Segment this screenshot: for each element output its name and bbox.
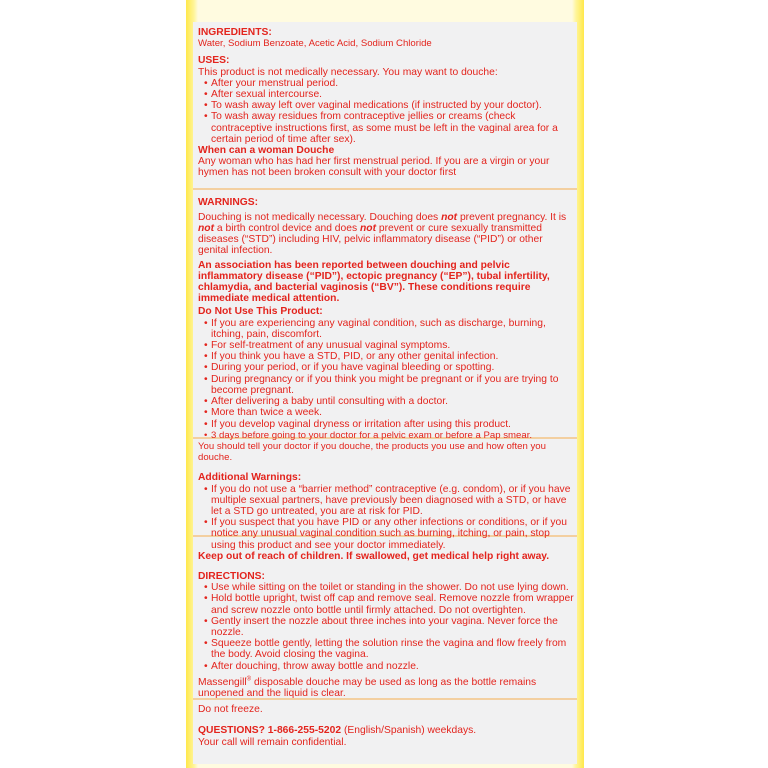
additional-warnings-section bbox=[198, 472, 574, 562]
questions-heading: QUESTIONS? 1-866-255-5202 bbox=[198, 725, 342, 737]
list-item: • To wash away residues from contraceptive jellies or creams (check contraceptive instructions first, as some must be left in the vaginal area for a certain period of time after sex). bbox=[204, 111, 574, 145]
directions-section bbox=[198, 571, 574, 715]
list-item: • Use while sitting on the toilet or standing in the shower. Do not use lying down. bbox=[204, 582, 574, 593]
directions-list bbox=[198, 582, 574, 672]
tell-doctor-text: You should tell your doctor if you douche, the products you use and how often you douche. bbox=[198, 440, 546, 464]
list-item: • After delivering a baby until consulting with a doctor. bbox=[204, 396, 574, 407]
questions-section bbox=[198, 725, 574, 747]
list-item: • Hold bottle upright, twist off cap and remove seal. Remove nozzle from wrapper and screw nozzle onto bottle until firmly attached. Do not overtighten. bbox=[204, 593, 574, 615]
list-item: • If you think you have a STD, PID, or any other genital infection. bbox=[204, 351, 574, 362]
emphasis-not: not bbox=[441, 211, 458, 223]
uses-intro: This product is not medically necessary. You may want to douche: bbox=[198, 66, 498, 78]
freeze-text: Do not freeze. bbox=[198, 704, 263, 716]
do-not-use-list bbox=[198, 318, 574, 441]
label-content bbox=[198, 27, 574, 748]
text-run: disposable douche may be used as long as the bottle remains unopened and the liquid is clear. bbox=[198, 676, 537, 699]
disposable-text bbox=[198, 677, 574, 699]
directions-heading: DIRECTIONS: bbox=[198, 570, 265, 582]
warnings-paragraph bbox=[198, 212, 574, 257]
list-item: • Squeeze bottle gently, letting the solution rinse the vagina and flow freely from the body. Avoid closing the vagina. bbox=[204, 638, 574, 660]
do-not-use-heading: Do Not Use This Product: bbox=[198, 306, 323, 318]
list-item: • If you develop vaginal dryness or irritation after using this product. bbox=[204, 419, 574, 430]
list-item: • After douching, throw away bottle and nozzle. bbox=[204, 661, 574, 672]
keep-out-warning: Keep out of reach of children. If swallowed, get medical help right away. bbox=[198, 550, 550, 562]
list-item: • 3 days before going to your doctor for a pelvic exam or before a Pap smear. bbox=[204, 430, 574, 441]
list-item: • Gently insert the nozzle about three inches into your vagina. Never force the nozzle. bbox=[204, 616, 574, 638]
questions-hours: (English/Spanish) weekdays. bbox=[341, 725, 477, 737]
when-heading: When can a woman Douche bbox=[198, 145, 335, 157]
uses-section bbox=[198, 55, 574, 178]
list-item: • During your period, or if you have vaginal bleeding or spotting. bbox=[204, 362, 574, 373]
text-run: a birth control device and does bbox=[214, 223, 360, 235]
uses-heading: USES: bbox=[198, 55, 230, 67]
text-run: prevent pregnancy. It is bbox=[457, 211, 567, 223]
additional-warnings-heading: Additional Warnings: bbox=[198, 472, 302, 484]
list-item: • After sexual intercourse. bbox=[204, 89, 574, 100]
list-item: • For self-treatment of any unusual vaginal symptoms. bbox=[204, 340, 574, 351]
ingredients-text: Water, Sodium Benzoate, Acetic Acid, Sodium Chloride bbox=[198, 38, 432, 50]
warnings-heading: WARNINGS: bbox=[198, 196, 259, 208]
registered-mark: ® bbox=[246, 676, 252, 683]
brand-name: Massengill bbox=[198, 676, 247, 688]
warnings-section bbox=[198, 197, 574, 464]
association-warning: An association has been reported between douching and pelvic inflammatory disease (“PID”), ectopic pregnancy (“EP”), tubal infertility, chlamydia, and bacterial vaginosis (“BV”). These conditions require immediate medical attention. bbox=[198, 259, 550, 305]
list-item: • More than twice a week. bbox=[204, 407, 574, 418]
text-run: prevent or cure sexually transmitted diseases (“STD”) including HIV, pelvic inflammatory disease (“PID”) or other genital infection. bbox=[198, 223, 543, 257]
list-item: • If you suspect that you have PID or any other infections or conditions, or if you notice any unusual vaginal condition such as burning, itching, or pain, stop using this product and see your doctor immediately. bbox=[204, 517, 574, 551]
emphasis-not: not bbox=[359, 223, 376, 235]
list-item: • To wash away left over vaginal medications (if instructed by your doctor). bbox=[204, 100, 574, 111]
when-text: Any woman who has had her first menstrual period. If you are a virgin or your hymen has not been broken consult with your doctor first bbox=[198, 156, 550, 179]
list-item: • If you do not use a “barrier method” contraceptive (e.g. condom), or if you have multiple sexual partners, have previously been diagnosed with a STD, or have let a STD go untreated, you are at risk for PID. bbox=[204, 484, 574, 518]
emphasis-not: not bbox=[198, 223, 215, 235]
uses-list bbox=[198, 78, 574, 145]
additional-warnings-list bbox=[198, 484, 574, 551]
list-item: • During pregnancy or if you think you might be pregnant or if you are trying to become pregnant. bbox=[204, 374, 574, 396]
confidential-text: Your call will remain confidential. bbox=[198, 736, 347, 748]
ingredients-section bbox=[198, 27, 574, 49]
questions-line bbox=[198, 725, 574, 736]
list-item: • If you are experiencing any vaginal condition, such as discharge, burning, itching, pain, discomfort. bbox=[204, 318, 574, 340]
ingredients-heading: INGREDIENTS: bbox=[198, 27, 272, 38]
text-run: Douching is not medically necessary. Douching does bbox=[198, 211, 442, 223]
list-item: • After your menstrual period. bbox=[204, 78, 574, 89]
